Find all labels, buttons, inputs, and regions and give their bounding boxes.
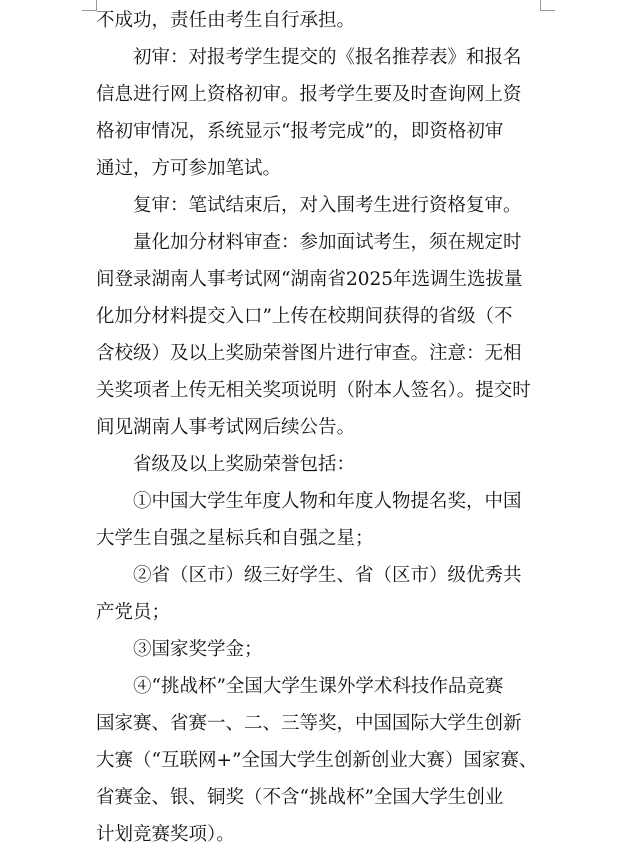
text-line: 初审：对报考学生提交的《报名推荐表》和报名 [133,47,522,68]
document-body [96,2,540,853]
text-line: 通过，方可参加笔试。 [96,158,282,179]
text-line: 计划竞赛奖项）。 [96,824,235,845]
page-corner-mark-left [82,0,97,11]
text-line: 信息进行网上资格初审。报考学生要及时查询网上资 [96,84,522,105]
text-line: 国家赛、省赛一、二、三等奖，中国国际大学生创新 [96,713,522,734]
text-line: 关奖项者上传无相关奖项说明（附本人签名）。提交时 [96,380,531,401]
text-line: 格初审情况，系统显示“报考完成”的，即资格初审 [96,121,504,142]
text-line: 省级及以上奖励荣誉包括： [133,454,356,475]
text-line: ①中国大学生年度人物和年度人物提名奖，中国 [133,491,522,512]
text-line: 间登录湖南人事考试网“湖南省2025年选调生选拔量 [96,269,523,290]
page-corner-mark-right [540,0,555,11]
text-line: 产党员； [96,602,171,623]
text-line: 大赛（“互联网+”全国大学生创新创业大赛）国家赛、 [96,750,538,771]
text-line: ②省（区市）级三好学生、省（区市）级优秀共 [133,565,522,586]
text-line: 不成功，责任由考生自行承担。 [96,10,356,31]
text-line: 量化加分材料审查：参加面试考生，须在规定时 [133,232,522,253]
text-line: 含校级）及以上奖励荣誉图片进行审查。注意：无相 [96,343,522,364]
text-line: ③国家奖学金； [133,639,263,660]
text-line: 间见湖南人事考试网后续公告。 [96,417,356,438]
text-line: 复审：笔试结束后，对入围考生进行资格复审。 [133,195,522,216]
text-line: 大学生自强之星标兵和自强之星； [96,528,374,549]
text-line: ④“挑战杯”全国大学生课外学术科技作品竞赛 [133,676,504,697]
text-line: 省赛金、银、铜奖（不含“挑战杯”全国大学生创业 [96,787,504,808]
text-line: 化加分材料提交入口”上传在校期间获得的省级（不 [96,306,513,327]
